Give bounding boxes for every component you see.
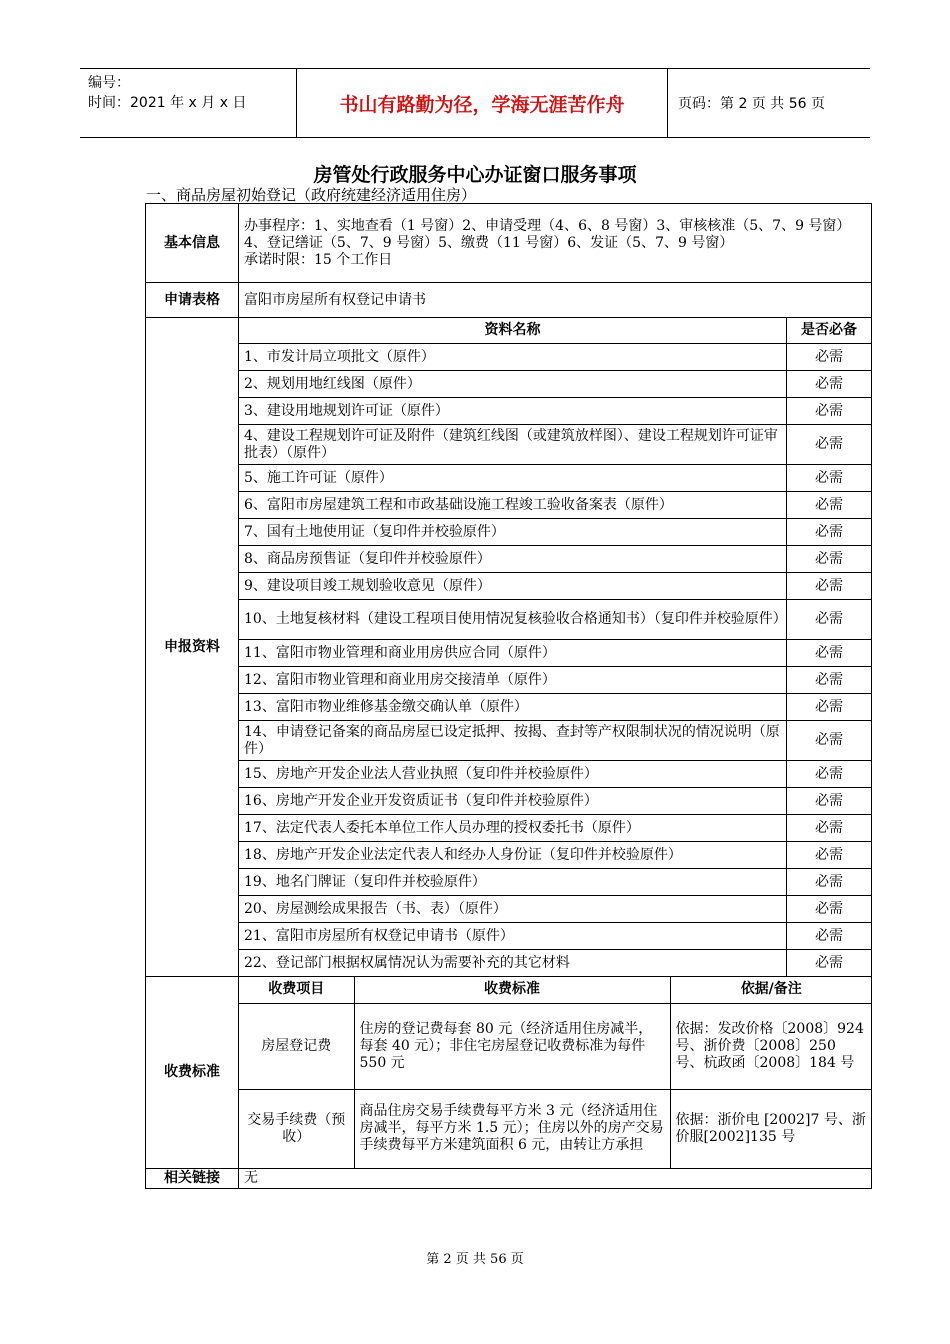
table-row <box>146 721 872 761</box>
time-limit-text: 承诺时限：15 个工作日 <box>244 251 393 268</box>
table-row <box>146 896 872 923</box>
material-required: 必需 <box>787 573 872 600</box>
form-label: 申请表格 <box>146 283 239 318</box>
fee-item: 房屋登记费 <box>239 1003 354 1089</box>
material-name: 2、规划用地红线图（原件） <box>239 371 787 398</box>
table-row <box>146 492 872 519</box>
links-value: 无 <box>239 1169 872 1189</box>
links-row <box>146 1169 872 1189</box>
material-required: 必需 <box>787 398 872 425</box>
material-name: 11、富阳市物业管理和商业用房供应合同（原件） <box>239 640 787 667</box>
table-row <box>146 923 872 950</box>
material-name: 8、商品房预售证（复印件并校验原件） <box>239 546 787 573</box>
table-row <box>146 815 872 842</box>
material-required: 必需 <box>787 842 872 869</box>
fee-standard: 商品住房交易手续费每平方米 3 元（经济适用住房减半，每平方米 1.5 元）；住房以外的房产交易手续费每平方米建筑面积 6 元，由转让方承担 <box>354 1089 670 1168</box>
table-row <box>146 667 872 694</box>
material-name: 15、房地产开发企业法人营业执照（复印件并校验原件） <box>239 761 787 788</box>
material-required: 必需 <box>787 425 872 465</box>
material-name: 1、市发计局立项批文（原件） <box>239 344 787 371</box>
form-row <box>146 283 872 318</box>
table-row <box>146 425 872 465</box>
material-required: 必需 <box>787 519 872 546</box>
material-name: 16、房地产开发企业开发资质证书（复印件并校验原件） <box>239 788 787 815</box>
material-required: 必需 <box>787 869 872 896</box>
table-row <box>146 950 872 977</box>
material-required: 必需 <box>787 667 872 694</box>
material-required: 必需 <box>787 546 872 573</box>
table-row <box>146 519 872 546</box>
page-footer: 第 2 页 共 56 页 <box>426 1252 524 1267</box>
table-row <box>146 788 872 815</box>
fees-cell <box>239 977 872 1169</box>
table-row <box>146 640 872 667</box>
basic-info-row <box>146 204 872 283</box>
material-required: 必需 <box>787 896 872 923</box>
material-name: 7、国有土地使用证（复印件并校验原件） <box>239 519 787 546</box>
material-required: 必需 <box>787 640 872 667</box>
materials-label: 申报资料 <box>146 318 239 977</box>
material-name: 9、建设项目竣工规划验收意见（原件） <box>239 573 787 600</box>
table-row <box>146 371 872 398</box>
material-name: 4、建设工程规划许可证及附件（建筑红线图（或建筑放样图）、建设工程规划许可证审批表）（原件） <box>239 425 787 465</box>
material-required: 必需 <box>787 923 872 950</box>
material-name: 21、富阳市房屋所有权登记申请书（原件） <box>239 923 787 950</box>
fees-col-basis: 依据/备注 <box>670 977 872 1003</box>
material-name: 13、富阳市物业维修基金缴交确认单（原件） <box>239 694 787 721</box>
material-name: 12、富阳市物业管理和商业用房交接清单（原件） <box>239 667 787 694</box>
material-name: 14、申请登记备案的商品房屋已设定抵押、按揭、查封等产权限制状况的情况说明（原件） <box>239 721 787 761</box>
table-row <box>146 465 872 492</box>
material-name: 19、地名门牌证（复印件并校验原件） <box>239 869 787 896</box>
material-required: 必需 <box>787 721 872 761</box>
material-required: 必需 <box>787 600 872 640</box>
fees-header-row <box>239 977 872 1003</box>
materials-col-name: 资料名称 <box>239 318 787 344</box>
table-row <box>239 1003 872 1089</box>
basic-info-cell <box>239 204 872 283</box>
table-row <box>146 344 872 371</box>
material-required: 必需 <box>787 371 872 398</box>
material-name: 6、富阳市房屋建筑工程和市政基础设施工程竣工验收备案表（原件） <box>239 492 787 519</box>
section-heading: 一、商品房屋初始登记（政府统建经济适用住房） <box>146 186 477 204</box>
fee-basis: 依据：浙价电 [2002]7 号、浙价服[2002]135 号 <box>670 1089 872 1168</box>
fees-label: 收费标准 <box>146 977 239 1169</box>
material-name: 20、房屋测绘成果报告（书、表）（原件） <box>239 896 787 923</box>
fees-row <box>146 977 872 1169</box>
materials-col-required: 是否必备 <box>787 318 872 344</box>
material-name: 22、登记部门根据权属情况认为需要补充的其它材料 <box>239 950 787 977</box>
material-name: 18、房地产开发企业法定代表人和经办人身份证（复印件并校验原件） <box>239 842 787 869</box>
material-name: 10、土地复核材料（建设工程项目使用情况复核验收合格通知书）（复印件并校验原件） <box>239 600 787 640</box>
material-required: 必需 <box>787 761 872 788</box>
table-row <box>146 600 872 640</box>
table-row <box>146 842 872 869</box>
fee-standard: 住房的登记费每套 80 元（经济适用住房减半，每套 40 元）；非住宅房屋登记收费标准为每件 550 元 <box>354 1003 670 1089</box>
fees-col-item: 收费项目 <box>239 977 354 1003</box>
links-label: 相关链接 <box>146 1169 239 1189</box>
table-row <box>146 761 872 788</box>
material-name: 5、施工许可证（原件） <box>239 465 787 492</box>
material-required: 必需 <box>787 492 872 519</box>
basic-info-label: 基本信息 <box>146 204 239 283</box>
number-label: 编号： <box>88 75 130 91</box>
header-motto: 书山有路勤为径，学海无涯苦作舟 <box>296 69 668 137</box>
table-row <box>146 694 872 721</box>
fee-item: 交易手续费（预收） <box>239 1089 354 1168</box>
document-title: 房管处行政服务中心办证窗口服务事项 <box>313 164 637 186</box>
material-required: 必需 <box>787 694 872 721</box>
table-row <box>146 869 872 896</box>
header-page-info: 页码：第 2 页 共 56 页 <box>678 96 825 112</box>
table-row <box>239 1089 872 1168</box>
material-required: 必需 <box>787 950 872 977</box>
material-required: 必需 <box>787 788 872 815</box>
form-value: 富阳市房屋所有权登记申请书 <box>239 283 872 318</box>
material-name: 3、建设用地规划许可证（原件） <box>239 398 787 425</box>
table-row <box>146 546 872 573</box>
time-label: 时间：2021 年 x 月 x 日 <box>88 95 247 111</box>
header-meta <box>80 69 296 137</box>
table-row <box>146 398 872 425</box>
fee-basis: 依据：发改价格〔2008〕924 号、浙价费〔2008〕250 号、杭政函〔2008〕184 号 <box>670 1003 872 1089</box>
material-required: 必需 <box>787 815 872 842</box>
fees-col-standard: 收费标准 <box>354 977 670 1003</box>
material-required: 必需 <box>787 344 872 371</box>
service-table <box>145 203 872 1189</box>
materials-header-row <box>146 318 872 344</box>
fees-table <box>239 977 872 1168</box>
page-header <box>80 68 870 138</box>
material-name: 17、法定代表人委托本单位工作人员办理的授权委托书（原件） <box>239 815 787 842</box>
material-required: 必需 <box>787 465 872 492</box>
table-row <box>146 573 872 600</box>
procedure-text: 办事程序：1、实地查看（1 号窗）2、申请受理（4、6、8 号窗）3、审核核准（5、7、9 号窗）4、登记缮证（5、7、9 号窗）5、缴费（11 号窗）6、发证（5、7、9 号窗） <box>244 217 851 251</box>
